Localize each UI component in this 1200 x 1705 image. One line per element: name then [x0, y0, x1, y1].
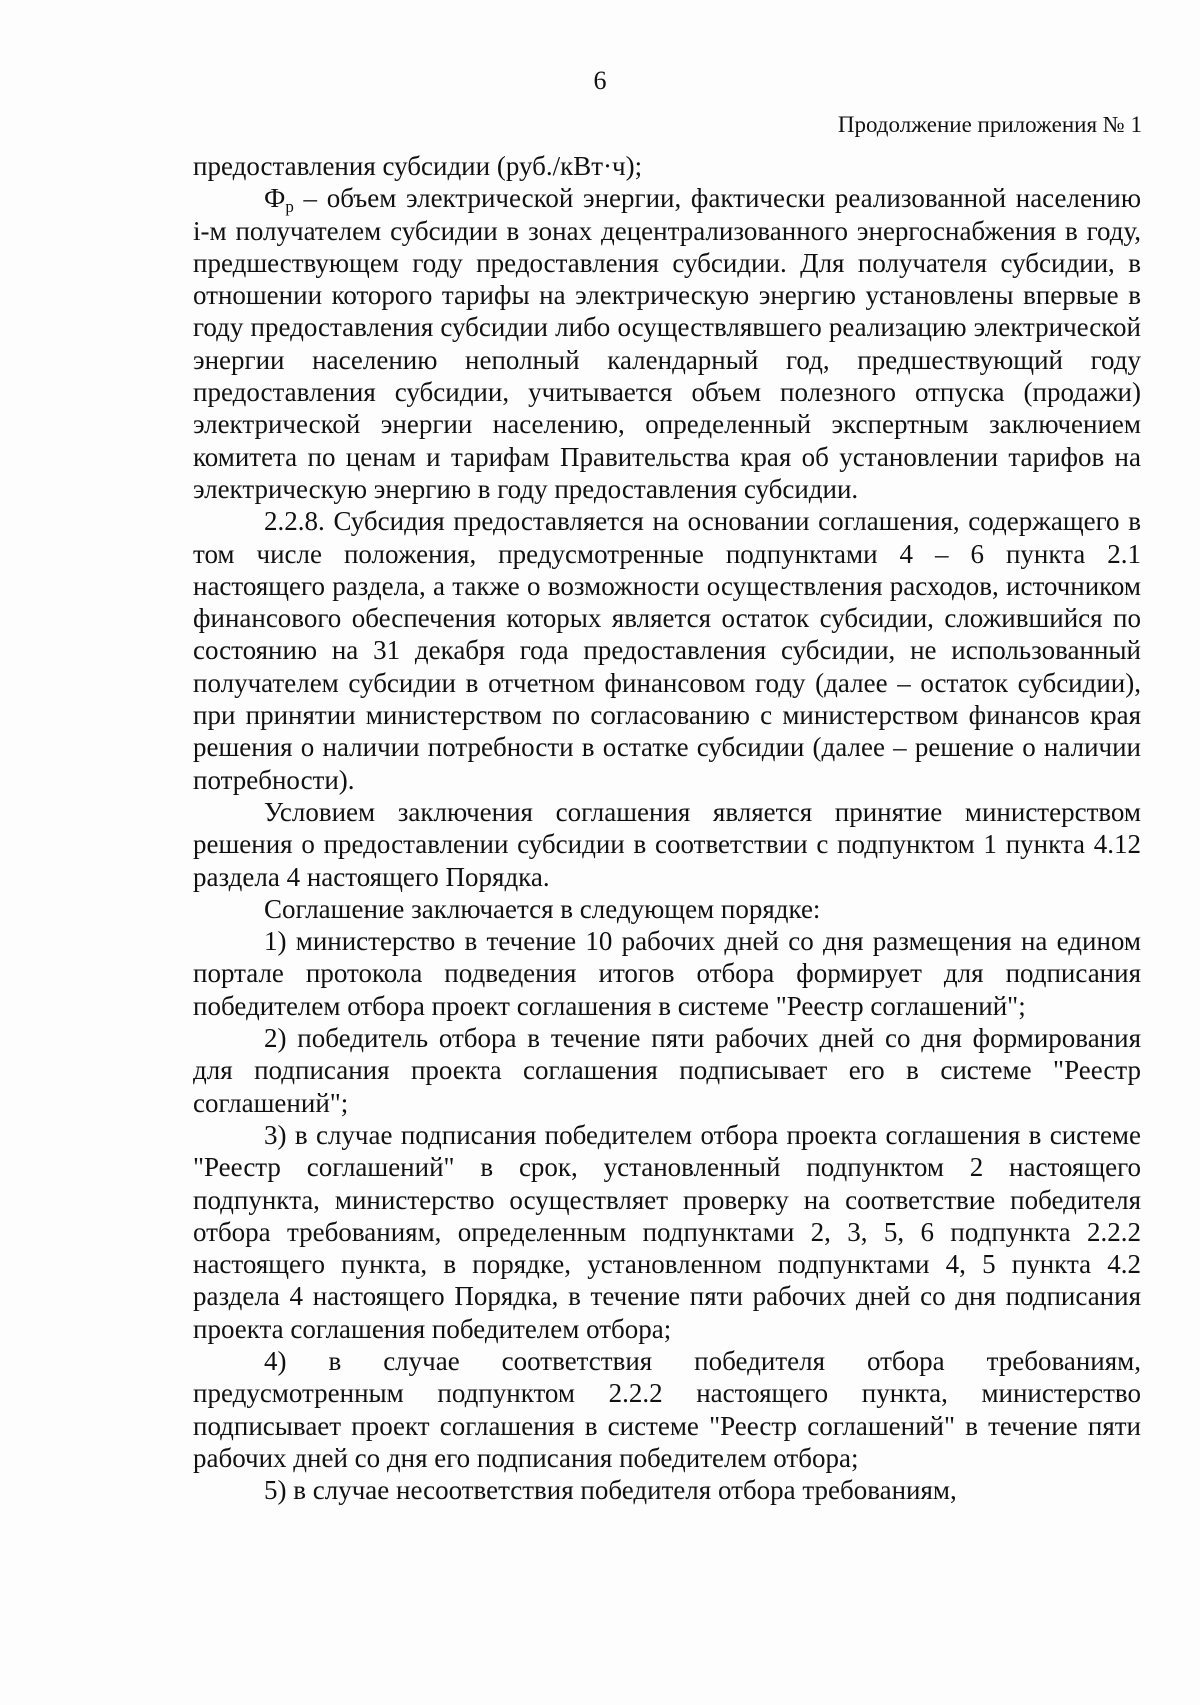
list-item-2: 2) победитель отбора в течение пяти рабочих дней со дня формирования для подписания проекта соглашения подписывает его в системе "Реестр соглашений"; [193, 1023, 1141, 1118]
document-body [193, 150, 1141, 1506]
page-number: 6 [593, 66, 607, 95]
paragraph-fr-definition: $Ф_р$ – объем электрической энергии, фактически реализованной населению i-м получателем субсидии в зонах децентрализованного энергоснабжения в году, предшествующем году предоставления субсидии. Для получателя субсидии, в отношении которого тарифы на электрическую энергию установлены впервые в году предоставления субсидии либо осуществлявшего реализацию электрической энергии населению неполный календарный год, предшествующий году предоставления субсидии, учитывается объем полезного отпуска (продажи) электрической энергии населению, определенный экспертным заключением комитета по ценам и тарифам Правительства края об установлении тарифов на электрическую энергию в году предоставления субсидии. [193, 183, 1141, 504]
formula-subscript: р [285, 197, 294, 217]
list-item-4: 4) в случае соответствия победителя отбора требованиям, предусмотренным подпунктом 2.2.2 настоящего пункта, министерство подписывает проект соглашения в системе "Реестр соглашений" в течение пяти рабочих дней со дня его подписания победителем отбора; [193, 1345, 1141, 1473]
paragraph-2-2-8: 2.2.8. Субсидия предоставляется на основании соглашения, содержащего в том числе положения, предусмотренные подпунктами 4 – 6 пункта 2.1 настоящего раздела, а также о возможности осуществления расходов, источником финансового обеспечения которых является остаток субсидии, сложившийся по состоянию на 31 декабря года предоставления субсидии, не использованный получателем субсидии в отчетном финансовом году (далее – остаток субсидии), при принятии министерством по согласованию с министерством финансов края решения о наличии потребности в остатке субсидии (далее – решение о наличии потребности). [193, 506, 1141, 795]
continuation-label: Продолжение приложения № 1 [837, 112, 1142, 137]
list-item-1: 1) министерство в течение 10 рабочих дней со дня размещения на едином портале протокола подведения итогов отбора формирует для подписания победителем отбора проект соглашения в системе "Реестр соглашений"; [193, 926, 1141, 1021]
formula-symbol: $Ф_р$ [264, 183, 294, 217]
list-item-3: 3) в случае подписания победителем отбора проекта соглашения в системе "Реестр соглашений" в срок, установленный подпунктом 2 настоящего подпункта, министерство осуществляет проверку на соответствие победителя отбора требованиям, определенным подпунктами 2, 3, 5, 6 подпункта 2.2.2 настоящего пункта, в порядке, установленном подпунктами 4, 5 пункта 4.2 раздела 4 настоящего Порядка, в течение пяти рабочих дней со дня подписания проекта соглашения победителем отбора; [193, 1119, 1141, 1344]
paragraph-agreement-condition: Условием заключения соглашения является принятие министерством решения о предоставлении субсидии в соответствии с подпунктом 1 пункта 4.12 раздела 4 настоящего Порядка. [193, 796, 1141, 892]
list-item-5: 5) в случае несоответствия победителя отбора требованиям, [264, 1475, 957, 1506]
paragraph-agreement-order: Соглашение заключается в следующем порядке: [264, 893, 821, 924]
paragraph-continued: предоставления субсидии (руб./кВт·ч); [193, 151, 643, 181]
